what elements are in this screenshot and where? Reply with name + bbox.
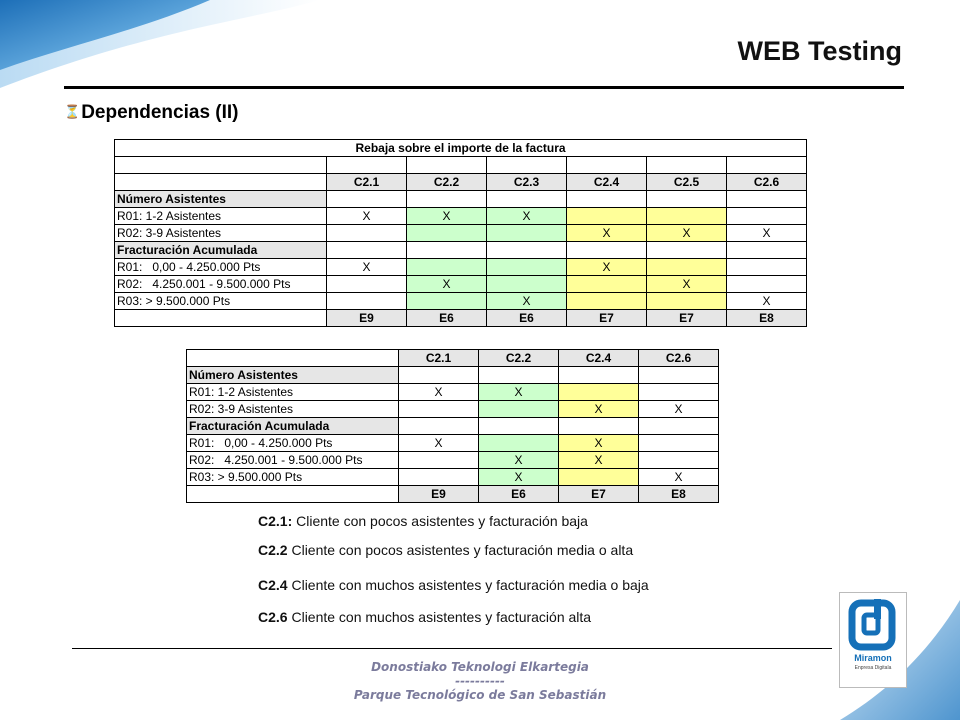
table-cell	[559, 469, 639, 486]
corner-cell	[187, 486, 399, 503]
legend-text: Cliente con muchos asistentes y facturación alta	[287, 609, 592, 625]
table-row	[115, 208, 807, 225]
table-cell: X	[407, 208, 487, 225]
footer-basque-name: Donostiako Teknologi Elkartegia	[371, 660, 589, 674]
legend-item	[258, 609, 591, 625]
table-row	[115, 259, 807, 276]
section-heading-text: Dependencias (II)	[81, 102, 239, 123]
table-cell: X	[327, 208, 407, 225]
footer-separator: ----------	[455, 674, 505, 688]
table-cell	[487, 242, 567, 259]
logo-tagline: Enpresa Digitala	[854, 665, 892, 671]
table-cell	[647, 191, 727, 208]
table-row	[187, 384, 719, 401]
table-cell	[559, 367, 639, 384]
table-row	[115, 276, 807, 293]
legend-item	[258, 542, 633, 558]
legend-code: C2.4	[258, 577, 288, 593]
table-cell	[639, 384, 719, 401]
table-cell: X	[567, 225, 647, 242]
table-cell	[479, 367, 559, 384]
title-divider	[64, 86, 904, 89]
row-label: R02: 3-9 Asistentes	[187, 401, 399, 418]
column-header: C2.6	[727, 174, 807, 191]
table-title: Rebaja sobre el importe de la factura	[115, 140, 807, 157]
legend-text: Cliente con pocos asistentes y facturación baja	[292, 513, 588, 529]
column-header: C2.6	[639, 350, 719, 367]
logo-name: Miramon	[854, 653, 892, 663]
corner-cell	[187, 350, 399, 367]
outcome-cell: E7	[559, 486, 639, 503]
footer-divider	[72, 648, 832, 649]
row-label: R03: > 9.500.000 Pts	[115, 293, 327, 310]
group-label: Número Asistentes	[115, 191, 327, 208]
outcome-cell: E7	[567, 310, 647, 327]
corner-cell	[115, 174, 327, 191]
table-cell: X	[639, 469, 719, 486]
table-cell	[567, 242, 647, 259]
table-cell	[727, 208, 807, 225]
spacer-cell	[407, 157, 487, 174]
column-header: C2.2	[407, 174, 487, 191]
outcome-cell: E6	[407, 310, 487, 327]
legend-text: Cliente con muchos asistentes y facturación media o baja	[287, 577, 649, 593]
table-cell	[647, 259, 727, 276]
table-cell	[487, 276, 567, 293]
outcome-cell: E8	[639, 486, 719, 503]
outcome-cell: E6	[487, 310, 567, 327]
spacer-cell	[487, 157, 567, 174]
table-cell	[639, 435, 719, 452]
column-header: C2.1	[399, 350, 479, 367]
table-cell	[567, 276, 647, 293]
table-cell	[487, 225, 567, 242]
table-cell	[407, 225, 487, 242]
table-cell: X	[567, 259, 647, 276]
outcome-cell: E7	[647, 310, 727, 327]
table-row	[187, 469, 719, 486]
column-header: C2.4	[559, 350, 639, 367]
row-label: R02: 4.250.001 - 9.500.000 Pts	[187, 452, 399, 469]
table-cell	[487, 259, 567, 276]
table-cell: X	[647, 225, 727, 242]
table-row	[115, 293, 807, 310]
table-cell: X	[487, 293, 567, 310]
table-cell: X	[639, 401, 719, 418]
table-cell	[399, 418, 479, 435]
section-heading	[64, 102, 239, 124]
table-cell	[407, 293, 487, 310]
table-row	[187, 401, 719, 418]
legend-code: C2.1:	[258, 513, 293, 529]
table-cell: X	[327, 259, 407, 276]
column-header: C2.4	[567, 174, 647, 191]
row-label: R01: 1-2 Asistentes	[115, 208, 327, 225]
row-label: R02: 4.250.001 - 9.500.000 Pts	[115, 276, 327, 293]
table-cell	[327, 191, 407, 208]
table-cell	[727, 242, 807, 259]
table-cell	[559, 418, 639, 435]
table-cell: X	[727, 293, 807, 310]
table-cell	[327, 276, 407, 293]
table-cell: X	[479, 384, 559, 401]
table-cell	[399, 469, 479, 486]
table-cell	[639, 452, 719, 469]
table-cell	[647, 293, 727, 310]
column-header: C2.2	[479, 350, 559, 367]
table-cell	[407, 242, 487, 259]
table-cell: X	[727, 225, 807, 242]
table-cell	[487, 191, 567, 208]
table-cell	[327, 225, 407, 242]
row-label: R02: 3-9 Asistentes	[115, 225, 327, 242]
table-cell	[399, 401, 479, 418]
table-cell: X	[647, 276, 727, 293]
outcome-cell: E9	[399, 486, 479, 503]
legend-item	[258, 577, 649, 593]
table-cell	[639, 367, 719, 384]
column-header: C2.5	[647, 174, 727, 191]
table-row	[115, 225, 807, 242]
table-cell: X	[559, 452, 639, 469]
table-cell: X	[407, 276, 487, 293]
table-cell	[567, 208, 647, 225]
group-label: Número Asistentes	[187, 367, 399, 384]
table-cell: X	[559, 435, 639, 452]
table-cell	[567, 293, 647, 310]
footer-spanish-name: Parque Tecnológico de San Sebastián	[353, 688, 607, 702]
slide-title: WEB Testing	[737, 36, 902, 66]
group-label: Fracturación Acumulada	[115, 242, 327, 259]
column-header: C2.1	[327, 174, 407, 191]
legend-code: C2.2	[258, 542, 288, 558]
miramon-logo	[839, 592, 907, 688]
row-label: R01: 0,00 - 4.250.000 Pts	[187, 435, 399, 452]
table-cell	[407, 191, 487, 208]
table-cell	[399, 452, 479, 469]
table-cell	[407, 259, 487, 276]
rebaja-table	[114, 139, 807, 327]
table-cell: X	[479, 452, 559, 469]
spacer-cell	[327, 157, 407, 174]
table-cell: X	[479, 469, 559, 486]
table-cell	[327, 242, 407, 259]
column-header: C2.3	[487, 174, 567, 191]
table-row	[187, 452, 719, 469]
legend-text: Cliente con pocos asistentes y facturación media o alta	[287, 542, 634, 558]
spacer-cell	[727, 157, 807, 174]
table-cell: X	[399, 384, 479, 401]
reduced-table	[186, 349, 719, 503]
spacer-cell	[115, 157, 327, 174]
outcome-cell: E9	[327, 310, 407, 327]
spacer-cell	[567, 157, 647, 174]
legend-code: C2.6	[258, 609, 288, 625]
table-cell	[327, 293, 407, 310]
table-cell: X	[487, 208, 567, 225]
table-cell: X	[559, 401, 639, 418]
table-cell	[647, 208, 727, 225]
legend-item	[258, 513, 588, 529]
hourglass-bullet-icon: ⏳	[64, 104, 81, 119]
table-cell	[727, 276, 807, 293]
row-label: R03: > 9.500.000 Pts	[187, 469, 399, 486]
table-cell	[639, 418, 719, 435]
corner-cell	[115, 310, 327, 327]
row-label: R01: 1-2 Asistentes	[187, 384, 399, 401]
table-cell	[727, 259, 807, 276]
row-label: R01: 0,00 - 4.250.000 Pts	[115, 259, 327, 276]
table-cell: X	[399, 435, 479, 452]
outcome-cell: E6	[479, 486, 559, 503]
table-cell	[647, 242, 727, 259]
table-cell	[727, 191, 807, 208]
group-label: Fracturación Acumulada	[187, 418, 399, 435]
table-cell	[559, 384, 639, 401]
logo-mark-icon	[840, 597, 906, 655]
table-cell	[479, 418, 559, 435]
table-cell	[399, 367, 479, 384]
table-cell	[479, 435, 559, 452]
outcome-cell: E8	[727, 310, 807, 327]
table-row	[187, 435, 719, 452]
table-cell	[479, 401, 559, 418]
spacer-cell	[647, 157, 727, 174]
table-cell	[567, 191, 647, 208]
